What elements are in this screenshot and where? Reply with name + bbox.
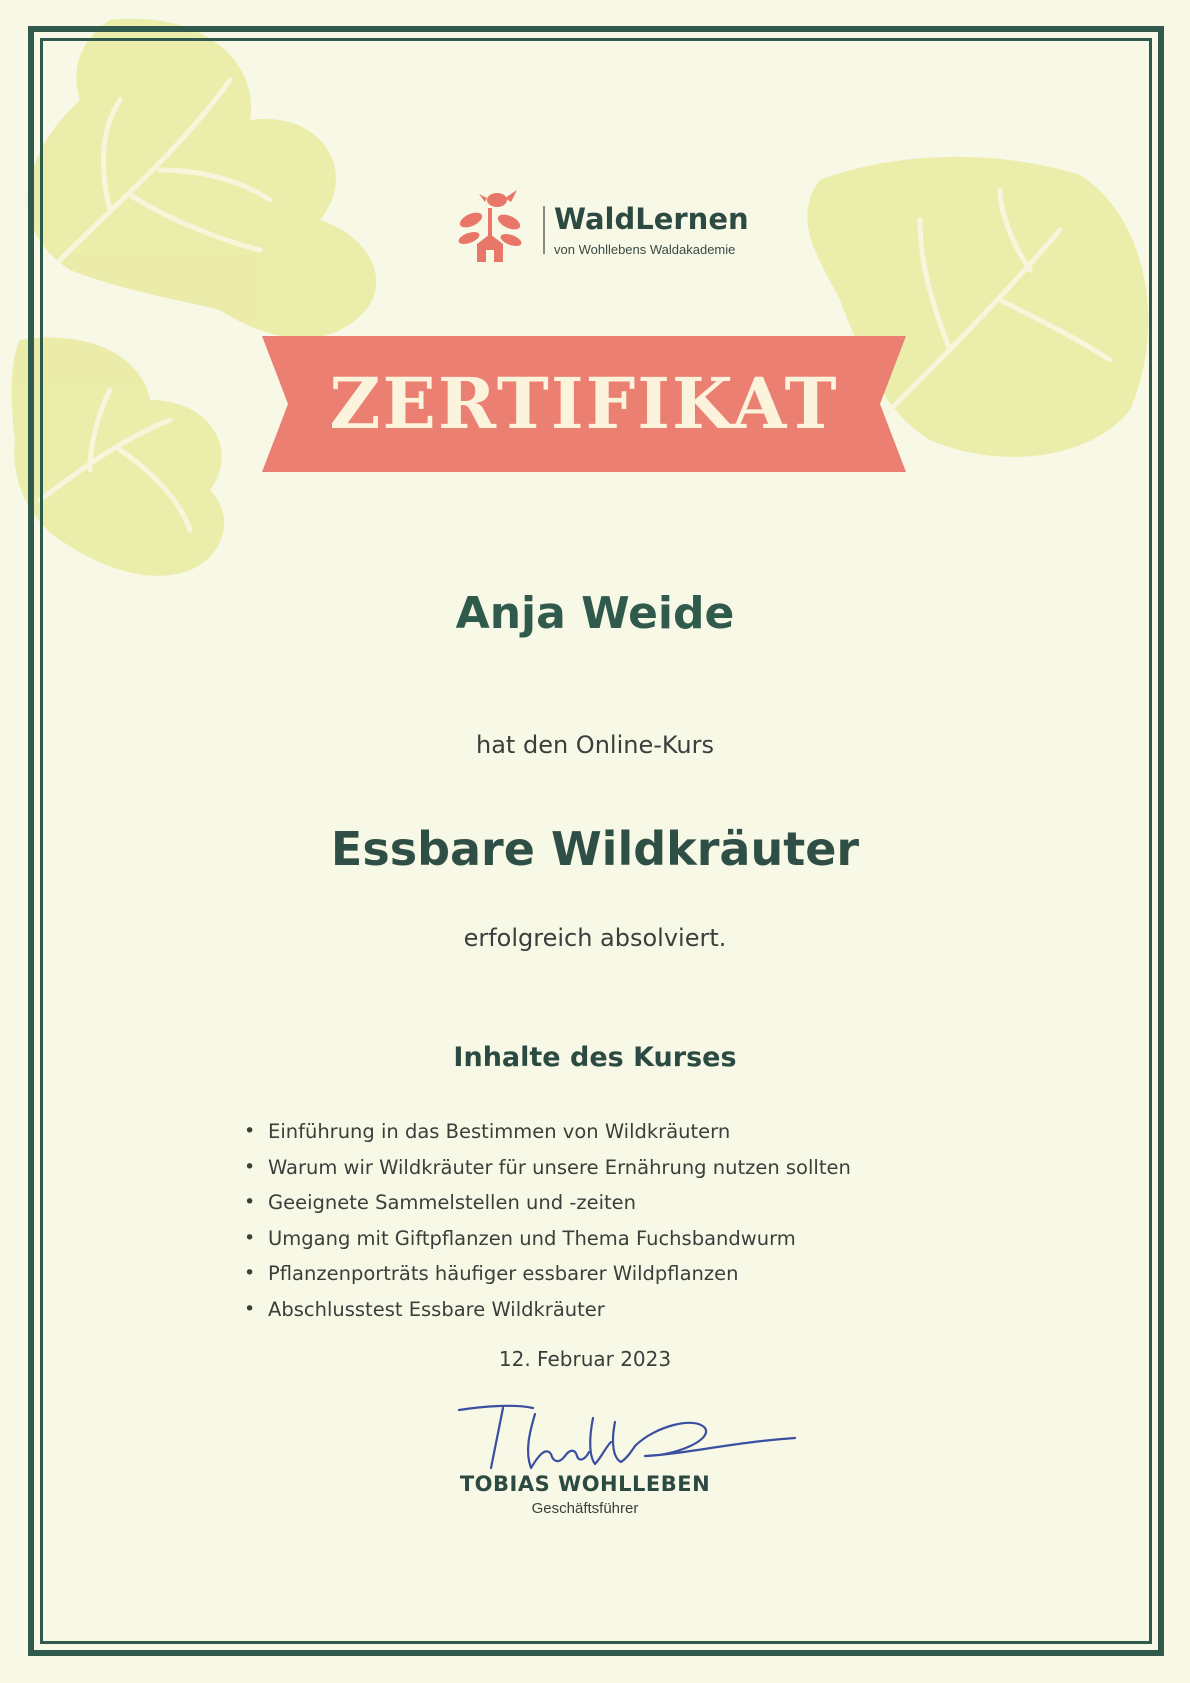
signature-icon bbox=[455, 1398, 815, 1478]
bullet-icon: • bbox=[244, 1191, 256, 1214]
logo-separator bbox=[543, 206, 545, 254]
list-item: • Abschlusstest Essbare Wildkräuter bbox=[244, 1292, 944, 1328]
course-title: Essbare Wildkräuter bbox=[330, 822, 860, 876]
bullet-icon: • bbox=[244, 1226, 256, 1249]
contents-list bbox=[244, 1114, 944, 1328]
completion-text: erfolgreich absolviert. bbox=[463, 924, 727, 952]
list-item: • Geeignete Sammelstellen und -zeiten bbox=[244, 1185, 944, 1221]
brand-tagline: von Wohllebens Waldakademie bbox=[554, 242, 736, 257]
certificate-date: 12. Februar 2023 bbox=[498, 1347, 672, 1371]
list-item: • Warum wir Wildkräuter für unsere Ernährung nutzen sollten bbox=[244, 1150, 944, 1186]
bullet-icon: • bbox=[244, 1120, 256, 1142]
contents-heading-wrap bbox=[0, 1042, 1190, 1073]
contents-heading: Inhalte des Kurses bbox=[453, 1042, 737, 1073]
brand-logo bbox=[455, 188, 749, 268]
recipient-name: Anja Weide bbox=[455, 588, 735, 639]
bullet-icon: • bbox=[244, 1155, 256, 1178]
intro-text: hat den Online-Kurs bbox=[476, 731, 714, 759]
signatory-role: Geschäftsführer bbox=[531, 1500, 639, 1517]
list-item: • Umgang mit Giftpflanzen und Thema Fuchsbandwurm bbox=[244, 1221, 944, 1257]
brand-name: WaldLernen bbox=[554, 202, 749, 236]
certificate-title: ZERTIFIKAT bbox=[329, 362, 839, 445]
bullet-icon: • bbox=[244, 1262, 256, 1285]
bird-tree-house-icon bbox=[455, 188, 525, 266]
list-item: • Pflanzenporträts häufiger essbarer Wildpflanzen bbox=[244, 1256, 944, 1292]
list-item: • Einführung in das Bestimmen von Wildkräutern bbox=[244, 1114, 944, 1150]
bullet-icon: • bbox=[244, 1297, 256, 1320]
signatory-name: TOBIAS WOHLLEBEN bbox=[459, 1472, 711, 1496]
